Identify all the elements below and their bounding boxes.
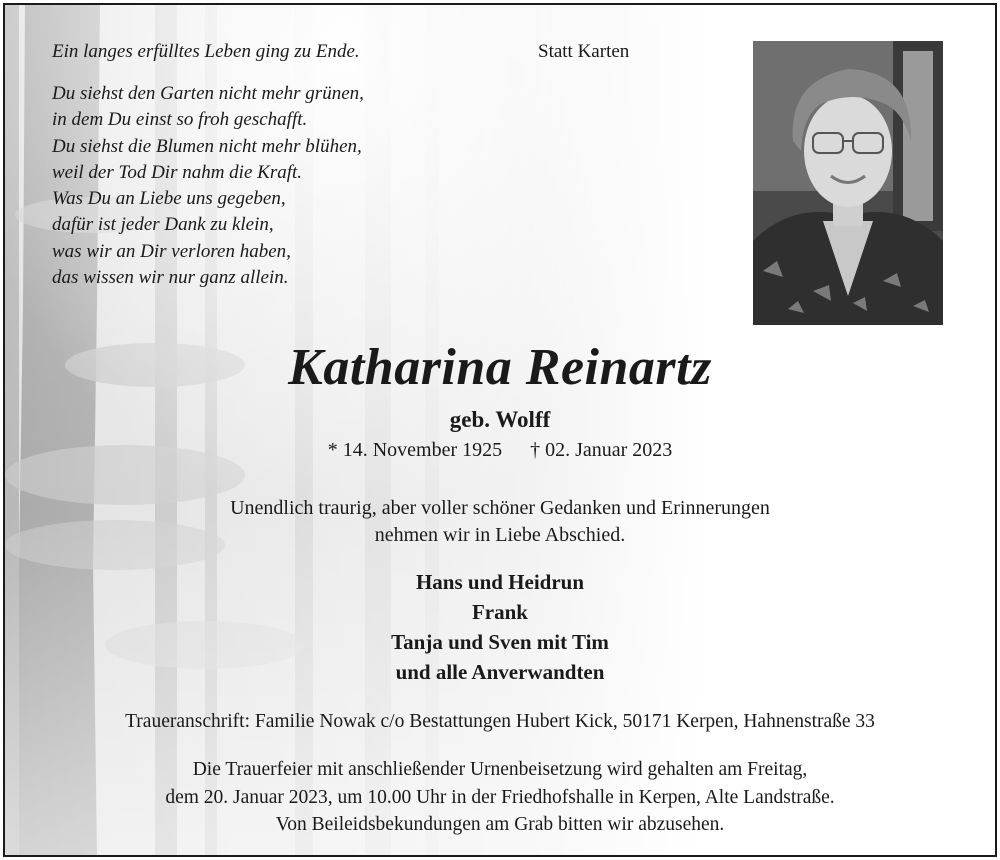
ceremony-line: Die Trauerfeier mit anschließender Urnenbeisetzung wird gehalten am Freitag, bbox=[192, 759, 808, 780]
mourning-address: Traueranschrift: Familie Nowak c/o Bestattungen Hubert Kick, 50171 Kerpen, Hahnenstraße 33 bbox=[125, 711, 875, 732]
mourner: Frank bbox=[471, 600, 528, 624]
poem-line: was wir an Dir verloren haben, bbox=[52, 240, 291, 262]
death-date: † 02. Januar 2023 bbox=[530, 439, 673, 461]
life-dates bbox=[5, 439, 995, 462]
ceremony-line: Von Beileidsbekundungen am Grab bitten wir abzusehen. bbox=[275, 814, 725, 835]
ceremony-info bbox=[5, 756, 995, 839]
mourner: Tanja und Sven mit Tim bbox=[391, 630, 609, 654]
obituary-notice bbox=[3, 3, 997, 857]
farewell-text bbox=[5, 495, 995, 549]
deceased-name: Katharina Reinartz bbox=[288, 339, 712, 396]
poem-line: weil der Tod Dir nahm die Kraft. bbox=[52, 161, 303, 183]
poem-line: Du siehst den Garten nicht mehr grünen, bbox=[52, 83, 364, 104]
poem-line: dafür ist jeder Dank zu klein, bbox=[52, 214, 274, 236]
ceremony-line: dem 20. Januar 2023, um 10.00 Uhr in der Friedhofshalle in Kerpen, Alte Landstraße. bbox=[165, 786, 835, 808]
birth-date: * 14. November 1925 bbox=[327, 439, 503, 461]
statt-karten-label: Statt Karten bbox=[538, 41, 630, 62]
poem-line: in dem Du einst so froh geschafft. bbox=[52, 109, 308, 131]
poem-line: Du siehst die Blumen nicht mehr blühen, bbox=[52, 135, 362, 157]
maiden-name: geb. Wolff bbox=[449, 407, 551, 432]
mourner: Hans und Heidrun bbox=[415, 570, 585, 594]
memorial-poem bbox=[52, 81, 364, 291]
mourners-list bbox=[5, 567, 995, 687]
farewell-line: Unendlich traurig, aber voller schöner Gedanken und Erinnerungen bbox=[230, 497, 770, 519]
farewell-line: nehmen wir in Liebe Abschied. bbox=[374, 524, 626, 546]
intro-line: Ein langes erfülltes Leben ging zu Ende. bbox=[52, 41, 360, 62]
poem-line: Was Du an Liebe uns gegeben, bbox=[52, 188, 286, 210]
poem-line: das wissen wir nur ganz allein. bbox=[52, 267, 289, 289]
mourner: und alle Anverwandten bbox=[395, 660, 605, 684]
portrait-photo bbox=[753, 41, 943, 325]
